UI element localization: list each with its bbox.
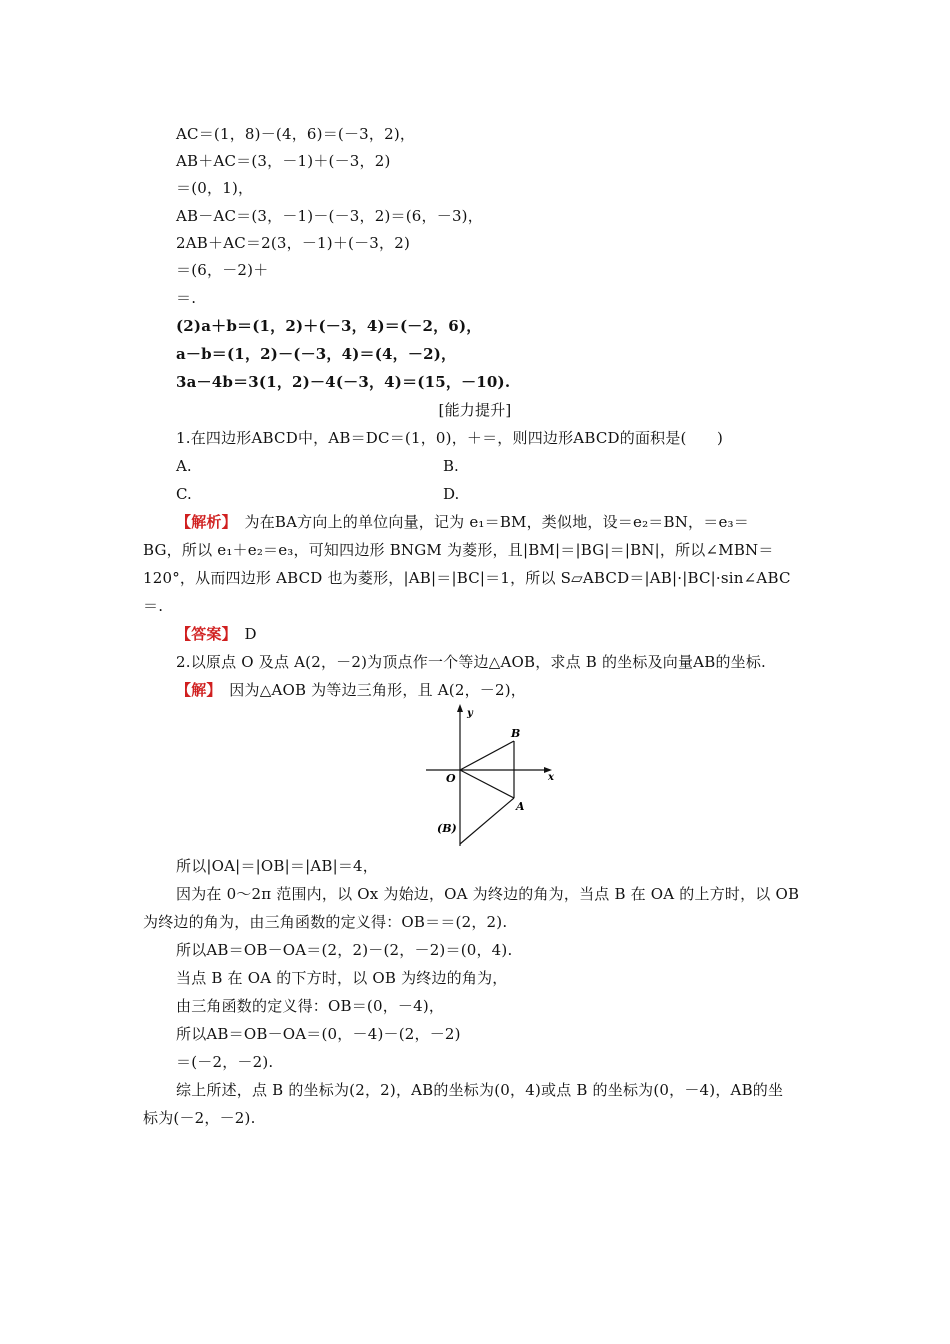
analysis-tag: 【解析】 <box>176 513 230 531</box>
section-title: [能力提升] <box>438 401 512 419</box>
label-x: x <box>548 772 554 783</box>
solution-line: 综上所述，点 B 的坐标为(2，2)，AB的坐标为(0，4)或点 B 的坐标为(0，－4)，AB的坐 <box>176 1081 784 1099</box>
solution-tag: 【解】 <box>176 681 215 699</box>
label-a: A <box>516 800 525 813</box>
segment-oa <box>460 770 514 798</box>
solution-line <box>176 680 526 700</box>
option-c: C. <box>176 485 192 503</box>
answer-text: D <box>229 625 257 643</box>
solution-line: 标为(－2，－2). <box>143 1109 256 1127</box>
solution-line: 所以|OA|＝|OB|＝|AB|＝4， <box>176 857 378 875</box>
text-line: ＝(6，－2)＋ <box>176 261 269 279</box>
segment-ob <box>460 741 514 770</box>
analysis-line: BG，所以 e₁＋e₂＝e₃，可知四边形 BNGM 为菱形，且|BM|＝|BG|＝|BN|，所以∠MBN＝ <box>143 541 774 559</box>
analysis-line <box>176 512 749 532</box>
analysis-line: ＝. <box>143 597 164 615</box>
answer-line <box>176 624 257 644</box>
solution-line: ＝(－2，－2). <box>176 1053 274 1071</box>
label-y: y <box>467 708 473 719</box>
solution-line: 所以AB＝OB－OA＝(2，2)－(2，－2)＝(0，4). <box>176 941 513 959</box>
solution-line: 当点 B 在 OA 的下方时，以 OB 为终边的角为， <box>176 969 508 987</box>
text-line: (2)a＋b＝(1，2)＋(－3，4)＝(－2，6)， <box>176 317 482 335</box>
text-line: 3a－4b＝3(1，2)－4(－3，4)＝(15，－10). <box>176 373 511 391</box>
analysis-text: 为在BA方向上的单位向量，记为 e₁＝BM，类似地，设＝e₂＝BN，＝e₃＝ <box>229 513 749 531</box>
text-line: AC＝(1，8)－(4，6)＝(－3，2)， <box>176 125 416 143</box>
solution-line: 由三角函数的定义得：OB＝(0，－4)， <box>176 997 445 1015</box>
y-axis-arrow <box>457 704 463 712</box>
label-b: B <box>511 727 521 740</box>
analysis-line: 120°，从而四边形 ABCD 也为菱形，|AB|＝|BC|＝1，所以 S▱ABCD＝|AB|·|BC|·sin∠ABC <box>143 569 791 587</box>
option-d: D. <box>443 485 460 503</box>
answer-tag: 【答案】 <box>176 625 230 643</box>
solution-line: 所以AB＝OB－OA＝(0，－4)－(2，－2) <box>176 1025 461 1043</box>
text-line: ＝(0，1)， <box>176 179 254 197</box>
segment-ab-alt <box>460 798 514 844</box>
label-origin: O <box>446 772 456 785</box>
option-a: A. <box>176 457 192 475</box>
coordinate-figure <box>420 700 570 852</box>
solution-line: 因为在 0～2π 范围内，以 Ox 为始边，OA 为终边的角为，当点 B 在 OA 的上方时，以 OB <box>176 885 800 903</box>
question-stem: 2.以原点 O 及点 A(2，－2)为顶点作一个等边△AOB，求点 B 的坐标及向量AB的坐标. <box>176 653 767 671</box>
text-line: ＝. <box>176 289 197 307</box>
option-b: B. <box>443 457 459 475</box>
text-line: AB＋AC＝(3，－1)＋(－3，2) <box>176 152 391 170</box>
text-line: 2AB＋AC＝2(3，－1)＋(－3，2) <box>176 234 411 252</box>
question-stem: 1.在四边形ABCD中，AB＝DC＝(1，0)，＋＝，则四边形ABCD的面积是( ) <box>176 429 724 447</box>
text-line: AB－AC＝(3，－1)－(－3，2)＝(6，－3)， <box>176 207 483 225</box>
label-b-alt: (B) <box>437 822 457 835</box>
solution-text: 因为△AOB 为等边三角形，且 A(2，－2)， <box>214 681 526 699</box>
text-line: a－b＝(1，2)－(－3，4)＝(4，－2)， <box>176 345 457 363</box>
solution-line: 为终边的角为，由三角函数的定义得：OB＝＝(2，2). <box>143 913 508 931</box>
